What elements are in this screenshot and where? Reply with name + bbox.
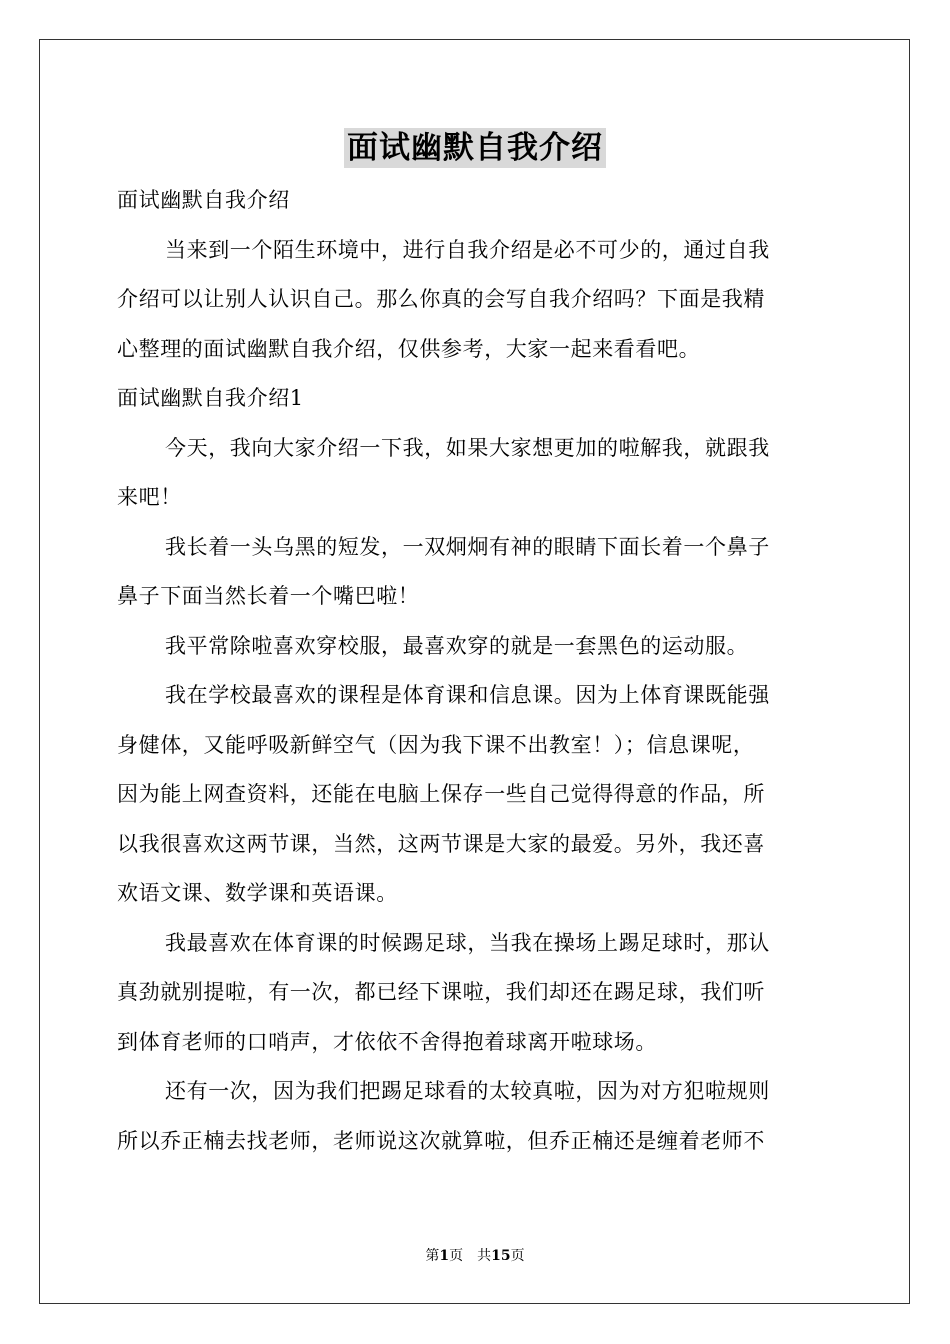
text-line: 面试幽默自我介绍 bbox=[117, 188, 290, 212]
text-line: 到体育老师的口哨声，才依依不舍得抱着球离开啦球场。 bbox=[117, 1029, 657, 1054]
text-line: 介绍可以让别人认识自己。那么你真的会写自我介绍吗？下面是我精 bbox=[117, 287, 765, 311]
text-line: 来吧！ bbox=[117, 485, 182, 509]
title-container bbox=[0, 128, 950, 168]
text-line: 当来到一个陌生环境中，进行自我介绍是必不可少的，通过自我 bbox=[165, 237, 770, 262]
total-prefix: 共 bbox=[477, 1248, 492, 1264]
text-line: 我在学校最喜欢的课程是体育课和信息课。因为上体育课既能强 bbox=[165, 683, 770, 707]
text-line: 我最喜欢在体育课的时候踢足球，当我在操场上踢足球时，那认 bbox=[165, 930, 770, 955]
page-number: 1 bbox=[439, 1248, 450, 1264]
document-title: 面试幽默自我介绍 bbox=[344, 128, 606, 168]
page-prefix: 第 bbox=[425, 1248, 440, 1264]
page-footer bbox=[0, 1246, 950, 1266]
text-line: 因为能上网查资料，还能在电脑上保存一些自己觉得得意的作品，所 bbox=[117, 782, 765, 806]
text-line: 我长着一头乌黑的短发，一双炯炯有神的眼睛下面长着一个鼻子 bbox=[165, 534, 770, 559]
page-suffix: 页 bbox=[449, 1248, 464, 1264]
text-line: 心整理的面试幽默自我介绍，仅供参考，大家一起来看看吧。 bbox=[117, 336, 701, 361]
document-body bbox=[117, 176, 833, 1166]
total-pages: 15 bbox=[491, 1248, 511, 1264]
text-line: 鼻子下面当然长着一个嘴巴啦！ bbox=[117, 584, 420, 608]
text-line: 以我很喜欢这两节课，当然，这两节课是大家的最爱。另外，我还喜 bbox=[117, 831, 765, 856]
text-line: 面试幽默自我介绍1 bbox=[117, 386, 304, 410]
text-line: 我平常除啦喜欢穿校服，最喜欢穿的就是一套黑色的运动服。 bbox=[165, 633, 749, 658]
text-line: 还有一次，因为我们把踢足球看的太较真啦，因为对方犯啦规则 bbox=[165, 1079, 770, 1103]
text-line: 所以乔正楠去找老师，老师说这次就算啦，但乔正楠还是缠着老师不 bbox=[117, 1128, 765, 1153]
text-line: 今天，我向大家介绍一下我，如果大家想更加的啦解我，就跟我 bbox=[165, 435, 770, 460]
text-line: 真劲就别提啦，有一次，都已经下课啦，我们却还在踢足球，我们听 bbox=[117, 980, 765, 1004]
total-suffix: 页 bbox=[510, 1248, 525, 1264]
text-line: 身健体，又能呼吸新鲜空气（因为我下课不出教室！）；信息课呢， bbox=[117, 732, 755, 757]
text-line: 欢语文课、数学课和英语课。 bbox=[117, 881, 398, 905]
